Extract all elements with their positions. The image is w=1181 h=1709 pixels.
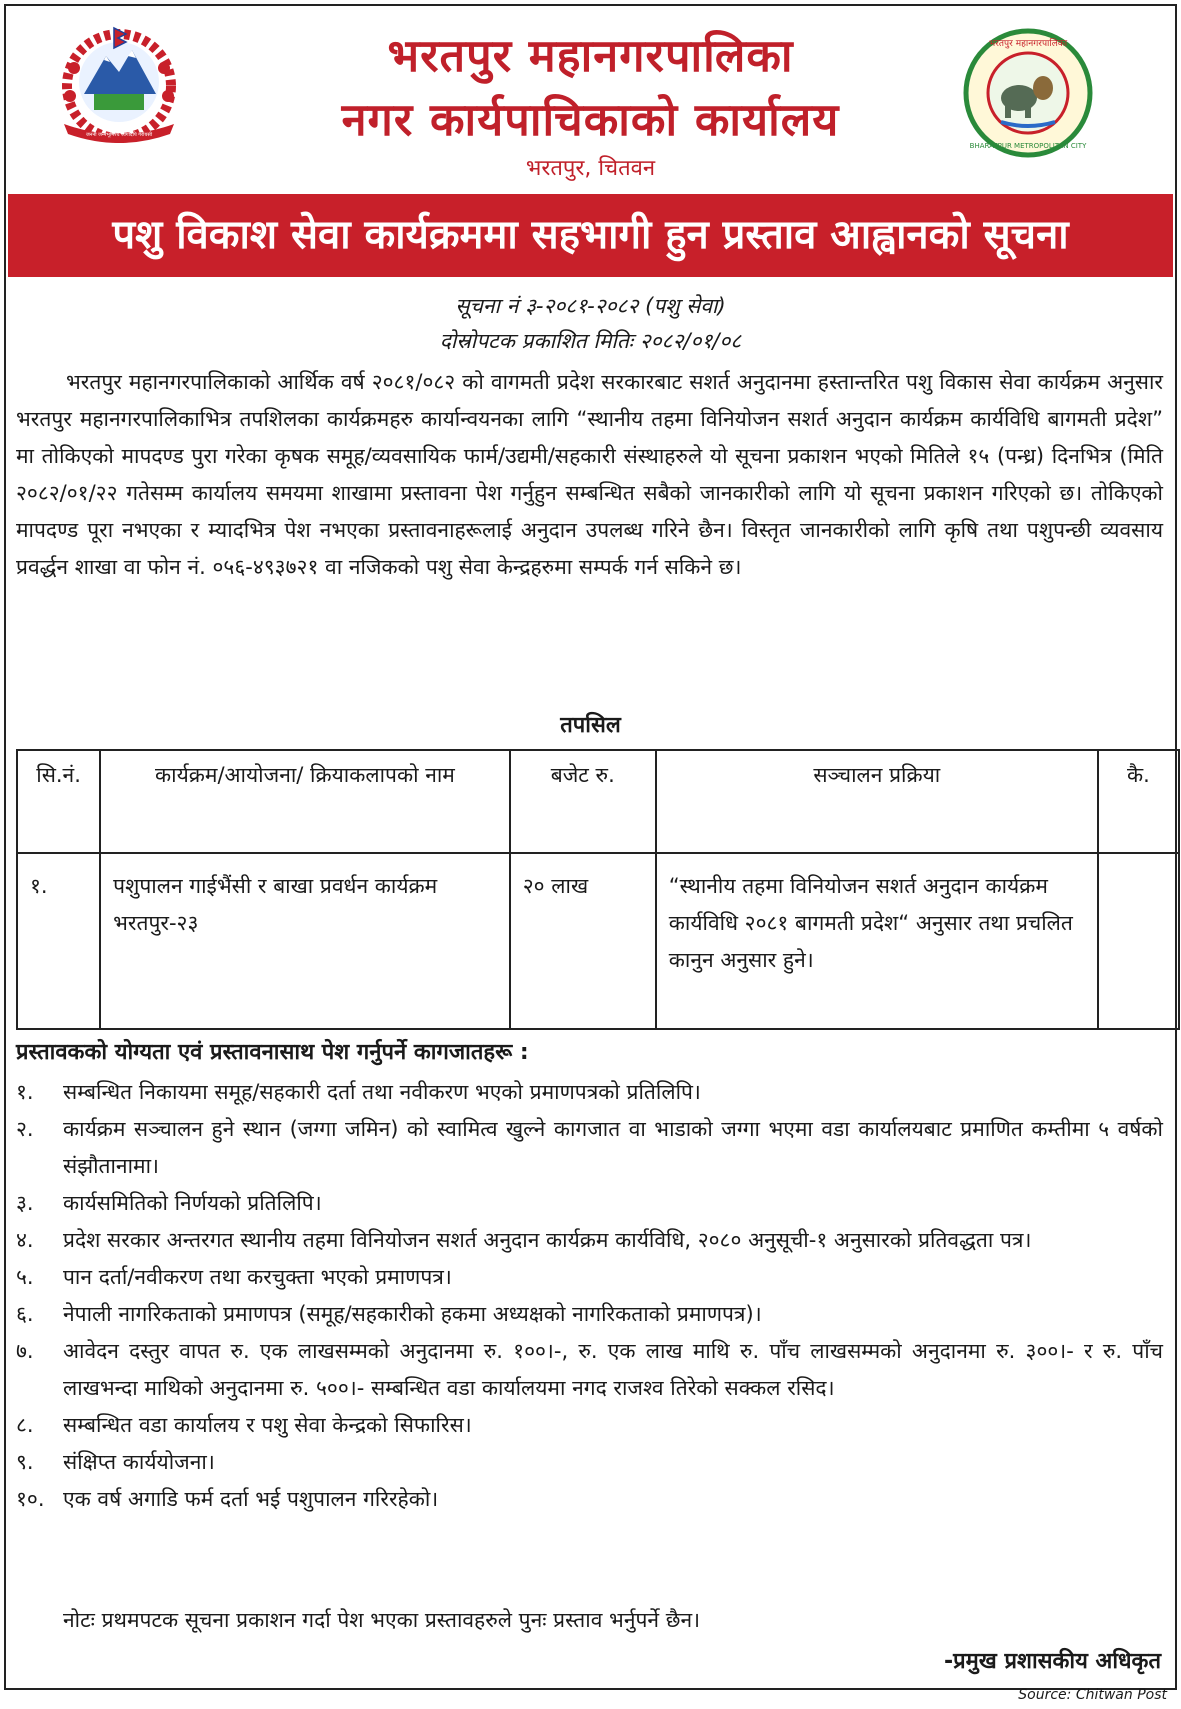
item-text: प्रदेश सरकार अन्तरगत स्थानीय तहमा विनियोजन सशर्त अनुदान कार्यक्रम कार्यविधि, २०८० अनुसूची-१ अनुसारको प्रतिवद्धता पत्र। <box>63 1228 1032 1252</box>
schedule-table <box>16 749 1180 1030</box>
list-item <box>16 1074 1163 1111</box>
item-number: ३. <box>16 1191 34 1215</box>
item-text: सम्बन्धित वडा कार्यालय र पशु सेवा केन्द्रको सिफारिस। <box>63 1413 472 1437</box>
item-text: एक वर्ष अगाडि फर्म दर्ता भई पशुपालन गरिरहेको। <box>63 1487 439 1511</box>
item-number: ४. <box>16 1228 34 1252</box>
item-text: पान दर्ता/नवीकरण तथा करचुक्ता भएको प्रमाणपत्र। <box>63 1265 452 1289</box>
item-number: ९. <box>16 1450 34 1474</box>
row-sn: १. <box>17 853 100 1029</box>
source-credit: Source: Chitwan Post <box>1018 1687 1167 1703</box>
table-row <box>17 853 1179 1029</box>
schedule-heading: तपसिल <box>560 713 621 738</box>
item-text: आवेदन दस्तुर वापत रु. एक लाखसम्मको अनुदानमा रु. १००।-, रु. एक लाख माथि रु. पाँच लाखसम्मको अनुदानमा रु. ३००।- र रु. पाँच लाखभन्दा माथिको अनुदानमा रु. ५००।- सम्बन्धित वडा कार्यालयमा नगद राजश्व तिरेको सक्कल रसिद। <box>63 1339 1163 1400</box>
col-budget: बजेट रु. <box>510 750 656 853</box>
col-remarks: कै. <box>1098 750 1179 853</box>
item-number: ७. <box>16 1339 34 1363</box>
publication-date: दोस्रोपटक प्रकाशित मितिः २०८२/०१/०८ <box>439 329 742 353</box>
office-location: भरतपुर, चितवन <box>525 156 656 181</box>
item-text: नेपाली नागरिकताको प्रमाणपत्र (समूह/सहकारीको हकमा अध्यक्षको नागरिकताको प्रमाणपत्र)। <box>63 1302 762 1326</box>
list-item <box>16 1444 1163 1481</box>
list-item <box>16 1259 1163 1296</box>
signature: -प्रमुख प्रशासकीय अधिकृत <box>944 1649 1161 1674</box>
item-number: ६. <box>16 1302 34 1326</box>
row-budget: २० लाख <box>510 853 656 1029</box>
col-program: कार्यक्रम/आयोजना/ क्रियाकलापको नाम <box>100 750 510 853</box>
requirements-list <box>16 1074 1163 1518</box>
office-title-line1: भरतपुर महानगरपालिका <box>387 29 794 82</box>
item-number: ५. <box>16 1265 34 1289</box>
list-item <box>16 1222 1163 1259</box>
requirements-heading: प्रस्तावकको योग्यता एवं प्रस्तावनासाथ पेश गर्नुपर्ने कागजातहरू : <box>16 1040 529 1065</box>
city-logo-english-text: BHARATPUR METROPOLITAN CITY <box>969 142 1087 150</box>
table-header-row <box>17 750 1179 853</box>
list-item <box>16 1333 1163 1407</box>
item-text: कार्यक्रम सञ्चालन हुने स्थान (जग्गा जमिन) को स्वामित्व खुल्ने कागजात वा भाडाको जग्गा भएमा वडा कार्यालयबाट प्रमाणित कम्तीमा ५ वर्षको संझौतानामा। <box>63 1117 1163 1178</box>
city-logo-nepali-text: भरतपुर महानगरपालिका <box>988 39 1068 49</box>
office-title-line2: नगर कार्यपाचिकाको कार्यालय <box>341 93 840 146</box>
list-item <box>16 1111 1163 1185</box>
notice-banner: पशु विकाश सेवा कार्यक्रममा सहभागी हुन प्रस्ताव आह्वानको सूचना <box>8 194 1173 277</box>
col-procedure: सञ्चालन प्रक्रिया <box>656 750 1098 853</box>
item-text: संक्षिप्त कार्ययोजना। <box>63 1450 215 1474</box>
row-program: पशुपालन गाईभैंसी र बाखा प्रवर्धन कार्यक्रम भरतपुर-२३ <box>100 853 510 1029</box>
list-item <box>16 1481 1163 1518</box>
emblem-caption: जननी जन्मभूमिश्च स्वर्गादपि गरीयसी <box>85 132 153 138</box>
note-text: नोटः प्रथमपटक सूचना प्रकाशन गर्दा पेश भएका प्रस्तावहरुले पुनः प्रस्ताव भर्नुपर्ने छैन। <box>63 1608 701 1632</box>
list-item <box>16 1407 1163 1444</box>
notice-page <box>4 4 1177 1690</box>
item-number: १०. <box>16 1487 45 1511</box>
list-item <box>16 1185 1163 1222</box>
row-remarks <box>1098 853 1179 1029</box>
item-text: सम्बन्धित निकायमा समूह/सहकारी दर्ता तथा नवीकरण भएको प्रमाणपत्रको प्रतिलिपि। <box>63 1080 701 1104</box>
row-procedure: “स्थानीय तहमा विनियोजन सशर्त अनुदान कार्यक्रम कार्यविधि २०८१ बागमती प्रदेश“ अनुसार तथा प्रचलित कानुन अनुसार हुने। <box>656 853 1098 1029</box>
list-item <box>16 1296 1163 1333</box>
item-number: ८. <box>16 1413 34 1437</box>
notice-number: सूचना नं ३-२०८१-२०८२ (पशु सेवा) <box>455 294 726 318</box>
item-number: २. <box>16 1117 34 1141</box>
col-sn: सि.नं. <box>17 750 100 853</box>
notice-body: भरतपुर महानगरपालिकाको आर्थिक वर्ष २०८१/०८२ को वागमती प्रदेश सरकारबाट सशर्त अनुदानमा हस्तान्तरित पशु विकास सेवा कार्यक्रम अनुसार भरतपुर महानगरपालिकाभित्र तपशिलका कार्यक्रमहरु कार्यान्वयनका लागि “स्थानीय तहमा विनियोजन सशर्त अनुदान कार्यक्रम कार्यविधि बागमती प्रदेश” मा तोकिएको मापदण्ड पुरा गरेका कृषक समूह/व्यवसायिक फार्म/उद्यमी/सहकारी संस्थाहरुले यो सूचना प्रकाशन भएको मितिले १५ (पन्ध्र) दिनभित्र (मिति २०८२/०१/२२ गतेसम्म कार्यालय समयमा शाखामा प्रस्तावना पेश गर्नुहुन सम्बन्धित सबैको जानकारीको लागि यो सूचना प्रकाशन गरिएको छ। तोकिएको मापदण्ड पूरा नभएका र म्यादभित्र पेश नभएका प्रस्तावनाहरूलाई अनुदान उपलब्ध गरिने छैन। विस्तृत जानकारीको लागि कृषि तथा पशुपन्छी व्यवसाय प्रवर्द्धन शाखा वा फोन नं. ०५६-४९३७२१ वा नजिकको पशु सेवा केन्द्रहरुमा सम्पर्क गर्न सकिने छ। <box>16 370 1163 579</box>
item-number: १. <box>16 1080 34 1104</box>
item-text: कार्यसमितिको निर्णयको प्रतिलिपि। <box>63 1191 322 1215</box>
